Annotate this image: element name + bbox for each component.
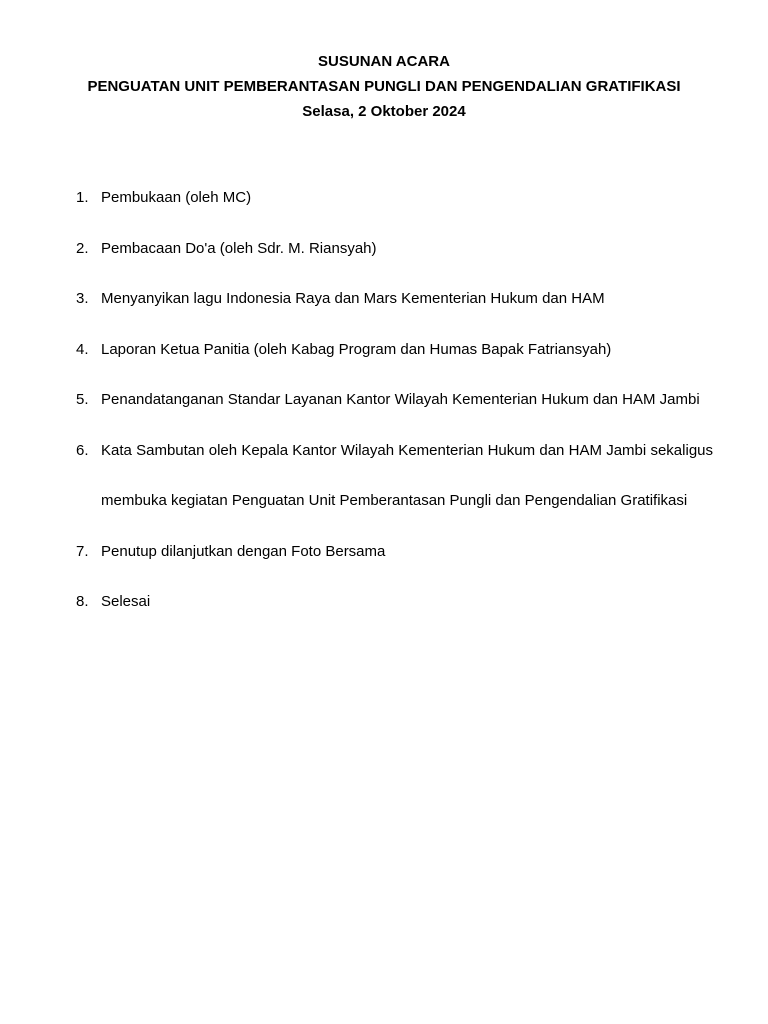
agenda-item-text: Kata Sambutan oleh Kepala Kantor Wilayah Kementerian Hukum dan HAM Jambi sekaligus membuka kegiatan Penguatan Unit Pemberantasan Pungli dan Pengendalian Gratifikasi bbox=[101, 441, 713, 509]
agenda-item bbox=[76, 577, 713, 628]
agenda-item-text: Selesai bbox=[101, 593, 151, 610]
event-date: Selasa, 2 Oktober 2024 bbox=[302, 103, 466, 120]
agenda-item bbox=[76, 274, 713, 325]
agenda-item bbox=[76, 325, 713, 376]
agenda-item-number: 7. bbox=[76, 542, 89, 560]
agenda-list bbox=[76, 173, 713, 628]
event-title: PENGUATAN UNIT PEMBERANTASAN PUNGLI DAN PENGENDALIAN GRATIFIKASI bbox=[87, 78, 681, 95]
document-title: SUSUNAN ACARA bbox=[318, 53, 450, 70]
agenda-item-text: Penandatanganan Standar Layanan Kantor Wilayah Kementerian Hukum dan HAM Jambi bbox=[101, 391, 700, 408]
agenda-item-number: 4. bbox=[76, 340, 89, 358]
agenda-item bbox=[76, 426, 713, 527]
agenda-item bbox=[76, 527, 713, 578]
agenda-item bbox=[76, 173, 713, 224]
agenda-item-number: 6. bbox=[76, 441, 89, 459]
agenda-item-number: 2. bbox=[76, 239, 89, 257]
document-header bbox=[0, 49, 768, 124]
agenda-item-number: 8. bbox=[76, 593, 89, 610]
agenda-item bbox=[76, 224, 713, 275]
agenda-item-number: 3. bbox=[76, 290, 89, 307]
agenda-item-number: 5. bbox=[76, 391, 89, 408]
agenda-item-number: 1. bbox=[76, 189, 89, 206]
agenda-item-text: Menyanyikan lagu Indonesia Raya dan Mars Kementerian Hukum dan HAM bbox=[101, 290, 605, 307]
agenda-item-text: Laporan Ketua Panitia (oleh Kabag Program dan Humas Bapak Fatriansyah) bbox=[101, 340, 612, 358]
agenda-item bbox=[76, 375, 713, 426]
agenda-item-text: Pembukaan (oleh MC) bbox=[101, 189, 252, 206]
agenda-item-text: Pembacaan Do'a (oleh Sdr. M. Riansyah) bbox=[101, 239, 377, 257]
agenda-item-text: Penutup dilanjutkan dengan Foto Bersama bbox=[101, 542, 386, 560]
